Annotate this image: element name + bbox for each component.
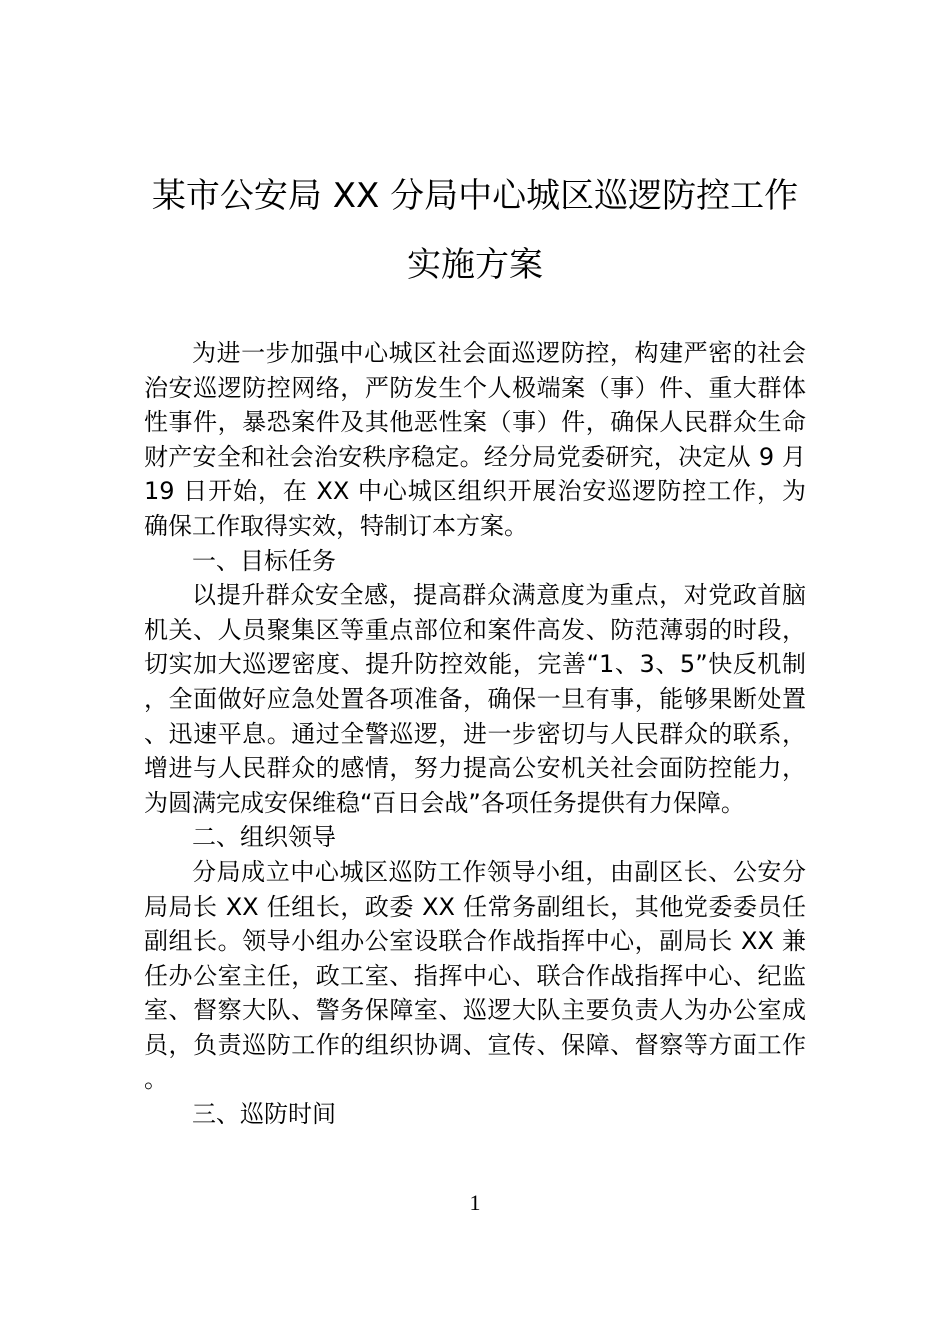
section-text-goals: 以提升群众安全感，提高群众满意度为重点，对党政首脑机关、人员聚集区等重点部位和案件高发、防范薄弱的时段，切实加大巡逻密度、提升防控效能，完善“1、3、5”快反机制，全面做好应急处置各项准备，确保一旦有事，能够果断处置、迅速平息。通过全警巡逻，进一步密切与人民群众的联系，增进与人民群众的感情，努力提高公安机关社会面防控能力，为圆满完成安保维稳“百日会战”各项任务提供有力保障。 — [144, 581, 806, 817]
section-heading-patrol-time: 三、巡防时间 — [192, 1100, 336, 1129]
document-body — [144, 336, 806, 1132]
document-title-line-1: 某市公安局 XX 分局中心城区巡逻防控工作 — [151, 176, 799, 216]
section-heading-organization: 二、组织领导 — [192, 823, 336, 852]
section-heading-goals: 一、目标任务 — [192, 546, 336, 575]
document-title-line-2: 实施方案 — [407, 245, 543, 285]
section-text-organization: 分局成立中心城区巡防工作领导小组，由副区长、公安分局局长 XX 任组长，政委 XX 任常务副组长，其他党委委员任副组长。领导小组办公室设联合作战指挥中心，副局长 XX 兼任办公室主任，政工室、指挥中心、联合作战指挥中心、纪监室、督察大队、警务保障室、巡逻大队主要负责人为办公室成员，负责巡防工作的组织协调、宣传、保障、督察等方面工作。 — [144, 857, 806, 1094]
page-number: 1 — [469, 1190, 481, 1215]
intro-paragraph: 为进一步加强中心城区社会面巡逻防控，构建严密的社会治安巡逻防控网络，严防发生个人极端案（事）件、重大群体性事件，暴恐案件及其他恶性案（事）件，确保人民群众生命财产安全和社会治安秩序稳定。经分局党委研究，决定从 9 月 19 日开始，在 XX 中心城区组织开展治安巡逻防控工作，为确保工作取得实效，特制订本方案。 — [144, 339, 806, 540]
